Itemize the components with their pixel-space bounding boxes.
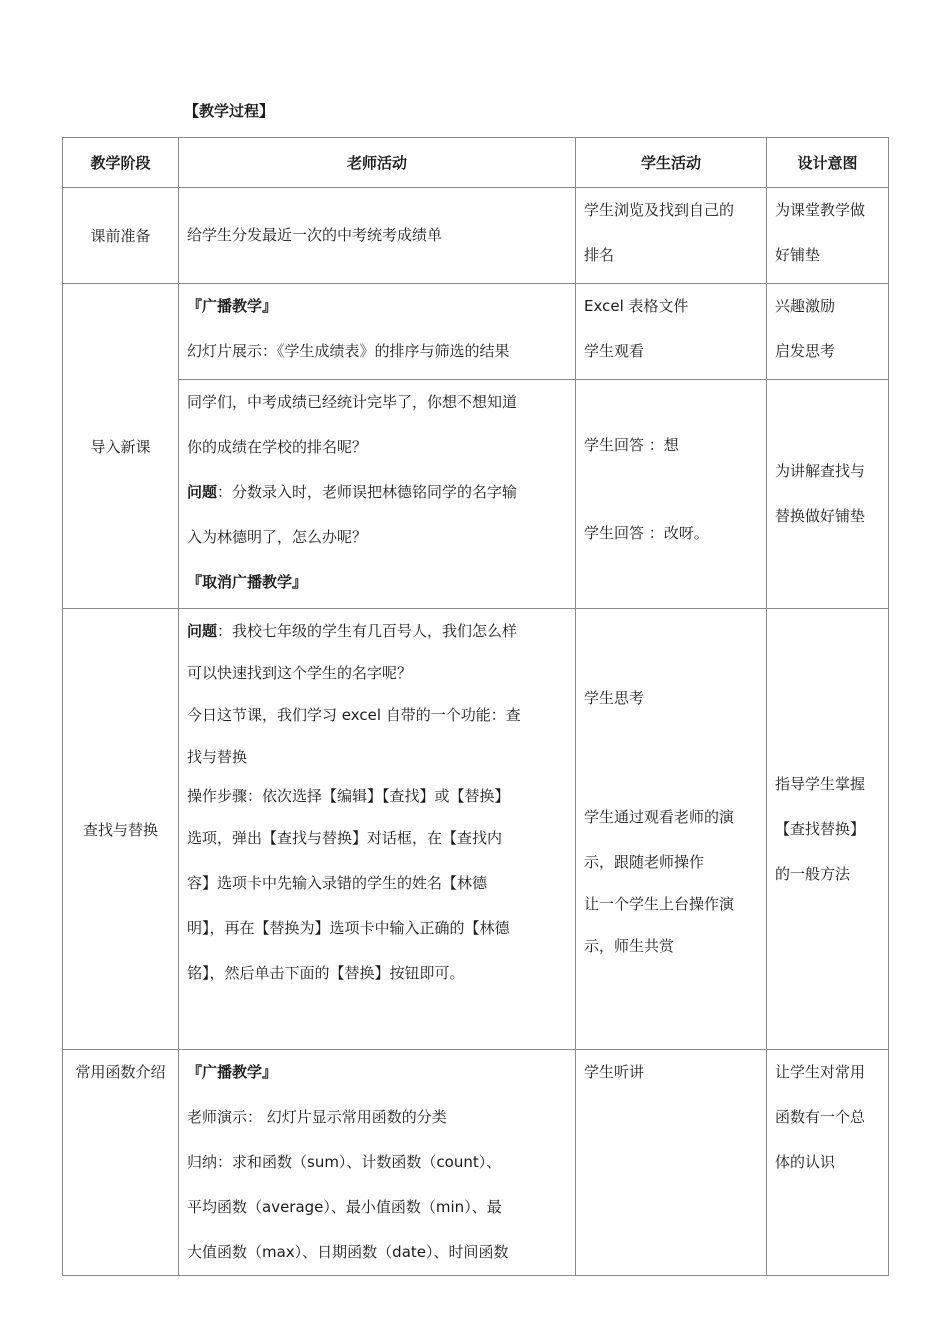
teacher-text: 你的成绩在学校的排名呢？	[187, 438, 368, 456]
question-text: ：分数录入时，老师误把林德铭同学的名字输	[217, 483, 518, 501]
student-text: 学生思考	[584, 689, 645, 707]
cancel-broadcast-label: 『取消广播教学』	[187, 573, 308, 591]
intent-text: 为课堂教学做	[775, 201, 866, 219]
teacher-cell	[179, 1050, 576, 1276]
teacher-text: 容】选项卡中先输入录错的学生的姓名【林德	[187, 874, 488, 892]
stage-cell: 查找与替换	[63, 609, 179, 1050]
table-row	[63, 284, 889, 380]
teacher-text: 同学们，中考成绩已经统计完毕了，你想不想知道	[187, 393, 518, 411]
stage-text: 常用函数介绍	[75, 1063, 166, 1081]
table-row	[63, 1050, 889, 1276]
student-text: 学生回答 ：改呀。	[584, 524, 709, 542]
teacher-text: 幻灯片展示：《学生成绩表》的排序与筛选的结果	[187, 342, 510, 360]
student-text: 学生通过观看老师的演	[584, 808, 735, 826]
teacher-text: 选项，弹出【查找与替换】对话框，在【查找内	[187, 829, 503, 847]
student-text: 学生观看	[584, 342, 645, 360]
intent-text: 好铺垫	[775, 246, 821, 264]
stage-cell: 导入新课	[63, 284, 179, 609]
student-cell	[576, 188, 767, 284]
intent-text: 兴趣激励	[775, 297, 836, 315]
intent-cell	[767, 380, 889, 609]
teacher-text: 今日这节课，我们学习 excel 自带的一个功能：查	[187, 706, 521, 724]
header-intent: 设计意图	[767, 138, 889, 188]
teacher-text: 入为林德明了，怎么办呢？	[187, 528, 368, 546]
intent-cell	[767, 284, 889, 380]
broadcast-label: 『广播教学』	[187, 297, 278, 315]
intent-text: 【查找替换】	[775, 819, 866, 838]
teacher-text: 大值函数（max）、日期函数（date）、时间函数	[187, 1243, 509, 1261]
intent-text: 的一般方法	[775, 864, 851, 883]
student-cell	[576, 1050, 767, 1276]
teacher-cell	[179, 609, 576, 1050]
header-stage: 教学阶段	[63, 138, 179, 188]
student-cell	[576, 380, 767, 609]
student-text: 排名	[584, 246, 615, 264]
section-title: 【教学过程】	[184, 102, 275, 120]
header-teacher: 老师活动	[179, 138, 576, 188]
student-text: Excel 表格文件	[584, 297, 689, 315]
question-text: ：我校七年级的学生有几百号人，我们怎么样	[217, 622, 518, 640]
teacher-text: 操作步骤：依次选择【编辑】【查找】或【替换】	[187, 787, 510, 805]
intent-text: 函数有一个总	[775, 1108, 866, 1126]
teacher-text: 找与替换	[187, 748, 248, 766]
teacher-text: 可以快速找到这个学生的名字呢？	[187, 664, 413, 682]
student-text: 让一个学生上台操作演	[584, 895, 735, 913]
teacher-text: 平均函数（average）、最小值函数（min）、最	[187, 1198, 502, 1216]
student-text: 学生回答 ：想	[584, 436, 679, 454]
intent-cell	[767, 188, 889, 284]
table-row	[63, 188, 889, 284]
broadcast-label: 『广播教学』	[187, 1063, 278, 1081]
table-row	[63, 609, 889, 1050]
intent-text: 体的认识	[775, 1153, 836, 1171]
teacher-text: 老师演示： 幻灯片显示常用函数的分类	[187, 1108, 447, 1126]
stage-cell: 课前准备	[63, 188, 179, 284]
student-text: 示，跟随老师操作	[584, 853, 705, 871]
teacher-text	[187, 609, 567, 654]
student-cell	[576, 284, 767, 380]
teaching-process-table	[62, 137, 889, 1276]
intent-text: 启发思考	[775, 342, 836, 360]
intent-cell	[767, 1050, 889, 1276]
teacher-cell	[179, 188, 576, 284]
question-label: 问题	[187, 483, 218, 501]
teacher-text: 明】，再在【替换为】选项卡中输入正确的【林德	[187, 919, 510, 937]
header-student: 学生活动	[576, 138, 767, 188]
student-text: 学生浏览及找到自己的	[584, 201, 735, 219]
teacher-text: 给学生分发最近一次的中考统考成绩单	[187, 226, 443, 244]
teacher-cell	[179, 284, 576, 380]
header-row	[63, 138, 889, 188]
student-text: 示，师生共赏	[584, 937, 675, 955]
teacher-text: 归纳：求和函数（sum）、计数函数（count）、	[187, 1153, 502, 1171]
teacher-text: 铭】，然后单击下面的【替换】按钮即可。	[187, 964, 465, 982]
student-cell	[576, 609, 767, 1050]
intent-cell	[767, 609, 889, 1050]
table-row	[63, 380, 889, 609]
student-text: 学生听讲	[584, 1063, 645, 1081]
teacher-cell	[179, 380, 576, 609]
intent-text: 指导学生掌握	[775, 774, 866, 793]
intent-text: 为讲解查找与	[775, 462, 866, 480]
teacher-text	[187, 470, 567, 515]
stage-cell	[63, 1050, 179, 1276]
intent-text: 替换做好铺垫	[775, 507, 866, 525]
intent-text: 让学生对常用	[775, 1063, 866, 1081]
question-label: 问题	[187, 622, 218, 640]
